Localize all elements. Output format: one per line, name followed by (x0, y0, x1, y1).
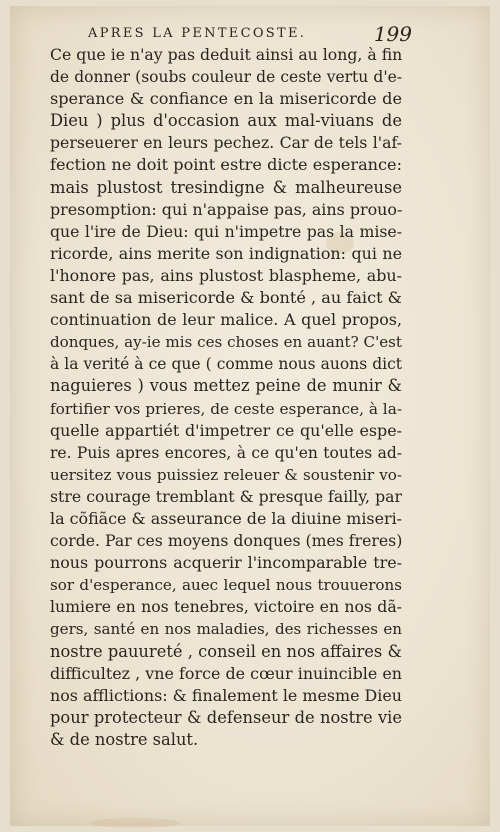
text-line: re. Puis apres encores, à ce qu'en toutes ad- (50, 443, 402, 462)
text-line: que l'ire de Dieu: qui n'impetre pas la mise- (50, 221, 402, 241)
text-line: à la verité à ce que ( comme nous auons dict (50, 355, 402, 374)
text-line: presomption: qui n'appaise pas, ains prouo- (50, 199, 403, 219)
text-line: Ce que ie n'ay pas deduit ainsi au long, à fin (50, 45, 403, 64)
text-line: uersitez vous puissiez releuer & soustenir vo- (50, 465, 402, 484)
text-line: sant de sa misericorde & bonté , au faict & (50, 288, 402, 308)
text-line: fection ne doit point estre dicte esperance: (50, 155, 402, 175)
text-line: stre courage tremblant & presque failly, par (50, 486, 402, 506)
page-number: 199 (373, 22, 412, 46)
text-line: quelle appartiét d'impetrer ce qu'elle espe- (50, 420, 402, 440)
text-line: nos afflictions: & finalement le mesme Dieu (50, 685, 402, 705)
text-line: pour protecteur & defenseur de nostre vie (50, 707, 402, 727)
text-line: & de nostre salut. (50, 729, 199, 749)
text-line: sperance & confiance en la misericorde de (50, 89, 402, 109)
text-line: nous pourrons acquerir l'incomparable tre- (50, 553, 402, 573)
text-line: nostre pauureté , conseil en nos affaires & (50, 641, 402, 661)
text-line: la cõfiãce & asseurance de la diuine miseri- (50, 508, 403, 528)
text-line: donques, ay-ie mis ces choses en auant? C'est (50, 333, 402, 352)
running-title: APRES LA PENTECOSTE. (88, 26, 307, 41)
text-line: corde. Par ces moyens donques (mes freres) (50, 531, 403, 551)
body-text (50, 44, 402, 751)
text-line: fortifier vos prieres, de ceste esperance, à la- (50, 399, 402, 418)
text-line: difficultez , vne force de cœur inuincible en (50, 663, 402, 683)
text-line: naguieres ) vous mettez peine de munir & (50, 376, 402, 396)
text-line: Dieu ) plus d'occasion aux mal-viuans de (50, 111, 402, 131)
text-line: de donner (soubs couleur de ceste vertu d'e- (50, 68, 402, 87)
text-line: ricorde, ains merite son indignation: qui ne (50, 243, 402, 263)
text-line: l'honore pas, ains plustost blaspheme, abu- (50, 265, 402, 285)
text-line: mais plustost tresindigne & malheureuse (50, 177, 402, 197)
paper-stain (90, 818, 180, 828)
text-line: sor d'esperance, auec lequel nous trouuerons (50, 576, 402, 595)
text-line: continuation de leur malice. A quel propos, (50, 310, 402, 330)
text-line: lumiere en nos tenebres, victoire en nos dã- (50, 597, 402, 617)
text-line: gers, santé en nos maladies, des richesses en (50, 620, 402, 639)
text-line: perseuerer en leurs pechez. Car de tels l'af- (50, 133, 402, 153)
